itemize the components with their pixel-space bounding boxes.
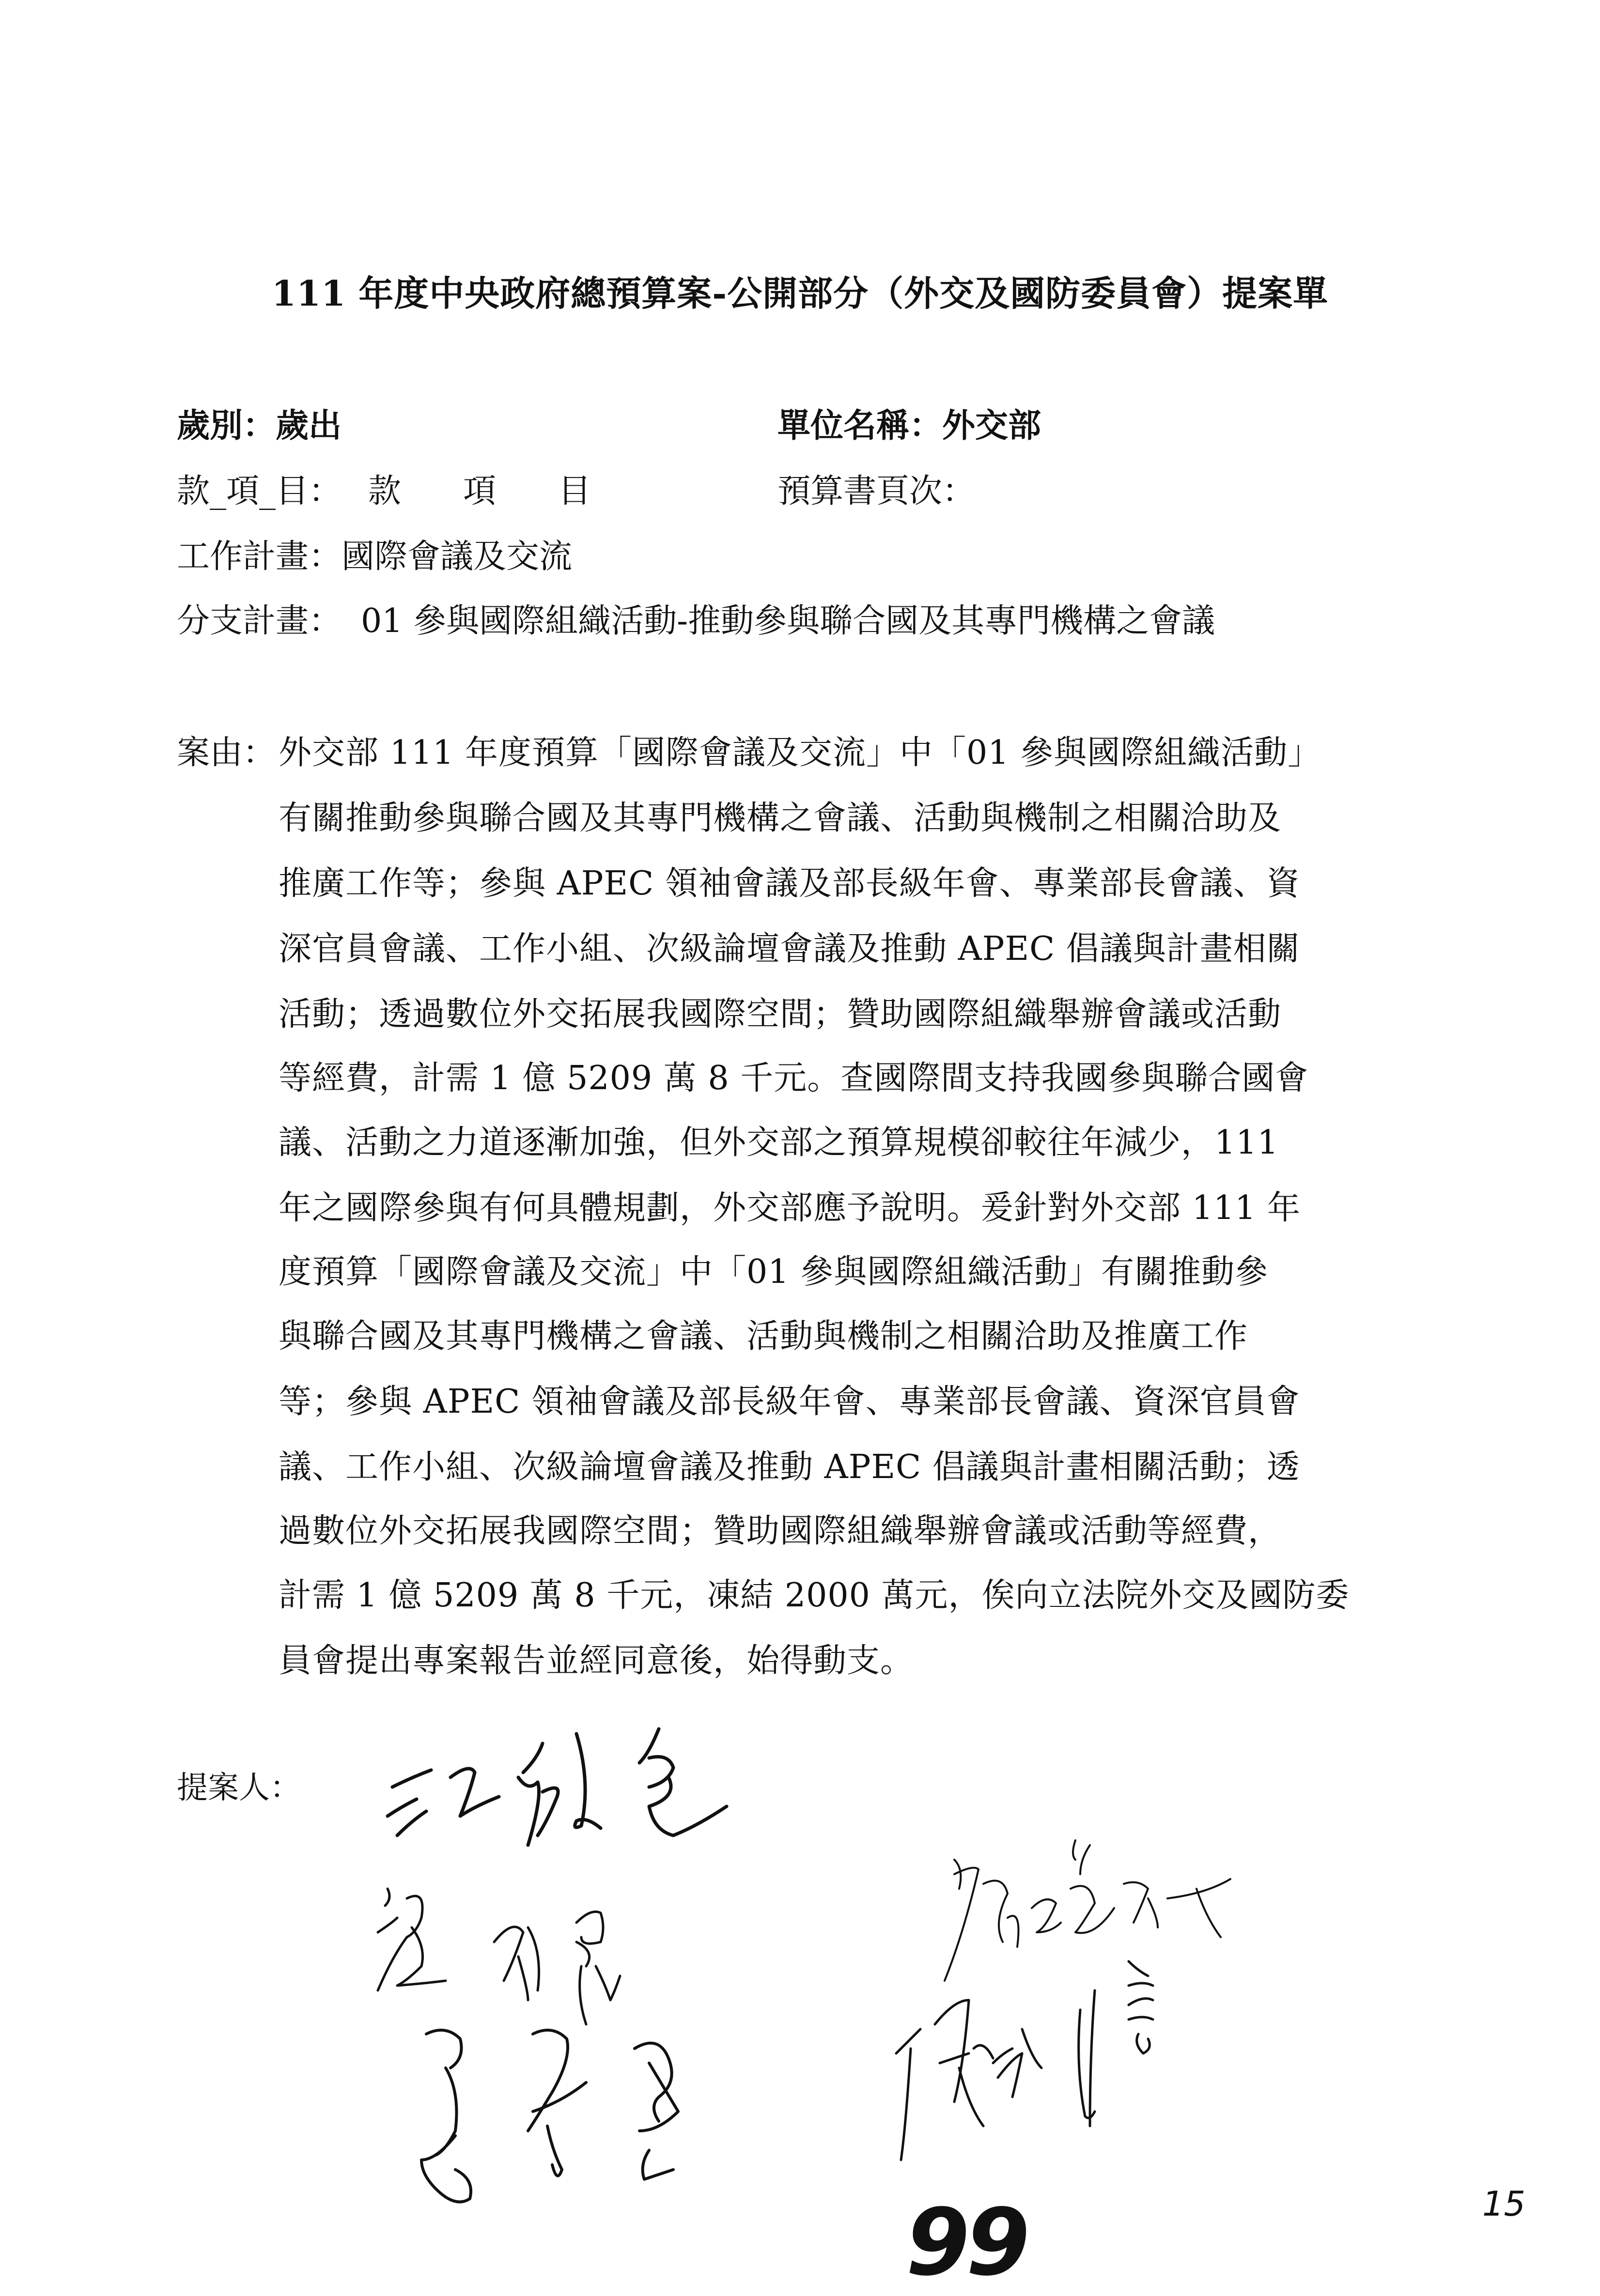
category-label: 歲別： <box>177 406 276 445</box>
reason-line: 度預算「國際會議及交流」中「01 參與國際組織活動」有關推動參 <box>279 1253 1269 1291</box>
signature-4 <box>407 2005 746 2259</box>
item-field <box>177 465 606 512</box>
work-plan-value: 國際會議及交流 <box>342 538 573 576</box>
reason-line: 過數位外交拓展我國際空間；贊助國際組織舉辦會議或活動等經費， <box>279 1512 1282 1550</box>
reason-line: 員會提出專案報告並經同意後，始得動支。 <box>279 1642 914 1680</box>
document-title: 111 年度中央政府總預算案-公開部分（外交及國防委員會）提案單 <box>271 273 1329 314</box>
work-plan-field <box>177 530 572 577</box>
reason-line: 有關推動參與聯合國及其專門機構之會議、活動與機制之相關洽助及 <box>279 799 1282 837</box>
handwritten-number: 99 <box>906 2189 1026 2296</box>
reason-line: 議、活動之力道逐漸加強，但外交部之預算規模卻較往年減少，111 <box>279 1124 1279 1162</box>
proposers-label: 提案人： <box>177 1770 301 1806</box>
reason-line: 年之國際參與有何具體規劃，外交部應予說明。爰針對外交部 111 年 <box>279 1189 1301 1227</box>
page-ref-label: 預算書頁次： <box>777 472 976 510</box>
unit-field <box>777 400 1041 447</box>
reason-line: 計需 1 億 5209 萬 8 千元，凍結 2000 萬元，俟向立法院外交及國防委 <box>279 1576 1350 1615</box>
item-value: 款 項 目 <box>368 472 606 510</box>
reason-label: 案由： <box>177 734 276 772</box>
reason-line: 等；參與 APEC 領袖會議及部長級年會、專業部長會議、資深官員會 <box>279 1383 1300 1421</box>
sub-plan-label: 分支計畫： <box>177 602 342 640</box>
page-ref-field <box>777 465 975 512</box>
reason-line: 推廣工作等；參與 APEC 領袖會議及部長級年會、專業部長會議、資 <box>279 864 1300 903</box>
sub-plan-field <box>177 595 1215 642</box>
work-plan-label: 工作計畫： <box>177 538 342 576</box>
item-label: 款_項_目： <box>177 472 342 510</box>
signature-5 <box>857 1942 1245 2196</box>
reason-line: 議、工作小組、次級論壇會議及推動 APEC 倡議與計畫相關活動；透 <box>279 1448 1300 1486</box>
reason-line: 活動；透過數位外交拓展我國際空間；贊助國際組織舉辦會議或活動 <box>279 995 1282 1033</box>
reason-line: 與聯合國及其專門機構之會議、活動與機制之相關洽助及推廣工作 <box>279 1317 1248 1356</box>
signature-1 <box>378 1724 775 1852</box>
reason-line: 等經費，計需 1 億 5209 萬 8 千元。查國際間支持我國參與聯合國會 <box>279 1059 1309 1097</box>
page-number: 15 <box>1482 2184 1526 2224</box>
unit-label: 單位名稱： <box>777 406 943 445</box>
signature-2 <box>368 1879 804 2026</box>
reason-line: 深官員會議、工作小組、次級論壇會議及推動 APEC 倡議與計畫相關 <box>279 930 1300 968</box>
category-value: 歲出 <box>276 406 342 445</box>
sub-plan-value: 01 參與國際組織活動-推動參與聯合國及其專門機構之會議 <box>361 602 1215 640</box>
unit-value: 外交部 <box>942 406 1041 445</box>
reason-line: 外交部 111 年度預算「國際會議及交流」中「01 參與國際組織活動」 <box>279 734 1321 772</box>
category-field <box>177 400 342 447</box>
